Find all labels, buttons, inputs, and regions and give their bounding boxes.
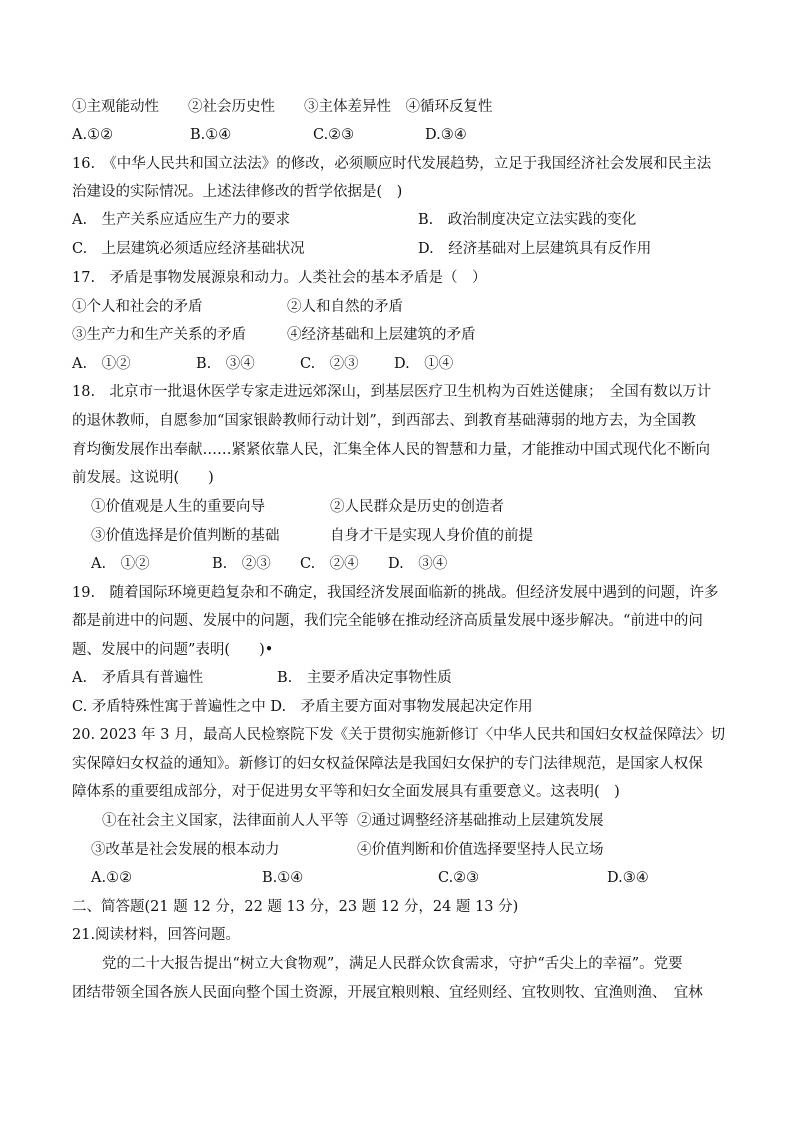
q15-option-d: D.③④ (425, 127, 467, 143)
q15-items: ①主观能动性 ②社会历史性 ③主体差异性 ④循环反复性 (72, 99, 493, 115)
q18-item-1: ①价值观是人生的重要向导 (91, 499, 265, 515)
q20-option-d: D.③④ (607, 870, 649, 886)
q21-material-line2: 团结带领全国各族人民面向整个国土资源，开展宜粮则粮、宜经则经、宜牧则牧、宜渔则渔、 宜林 (72, 985, 703, 1001)
q16-option-b: B. 政治制度决定立法实践的变化 (418, 212, 637, 228)
q18-stem-line4: 前发展。这说明( ) (72, 470, 214, 486)
q20-option-c: C.②③ (438, 870, 480, 886)
q20-item-4: ④价值判断和价值选择要坚持人民立场 (357, 842, 604, 858)
q20-stem-line1: 20. 2023 年 3 月，最高人民检察院下发《关于贯彻实施新修订〈中华人民共和国妇女权益保障法〉切 (72, 727, 726, 743)
q15-option-c: C.②③ (313, 127, 355, 143)
q18-option-d: D. ③④ (388, 556, 448, 572)
q19-option-a: A. 矛盾具有普遍性 (72, 670, 204, 686)
q17-option-c: C. ②③ (300, 356, 359, 372)
q21-material-line1: 党的二十大报告提出“树立大食物观”，满足人民群众饮食需求，守护“舌尖上的幸福”。党要 (102, 956, 683, 972)
q15-option-b: B.①④ (190, 127, 232, 143)
q20-option-b: B.①④ (262, 870, 304, 886)
q20-item-3: ③改革是社会发展的根本动力 (91, 842, 280, 858)
q17-item-3: ③生产力和生产关系的矛盾 (72, 327, 246, 343)
q20-stem-line3: 障体系的重要组成部分，对于促进男女平等和妇女全面发展具有重要意义。这表明( ) (72, 784, 620, 800)
q19-option-cd: C. 矛盾特殊性寓于普遍性之中 D. 矛盾主要方面对事物发展起决定作用 (72, 699, 533, 715)
q17-item-4: ④经济基础和上层建筑的矛盾 (287, 327, 476, 343)
q18-stem-line3: 育均衡发展作出奉献……紧紧依靠人民，汇集全体人民的智慧和力量，才能推动中国式现代化不断向 (72, 442, 710, 458)
q20-item-1: ①在社会主义国家，法律面前人人平等 (102, 813, 349, 829)
q18-item-2: ②人民群众是历史的创造者 (330, 499, 504, 515)
q19-option-b: B. 主要矛盾决定事物性质 (277, 670, 452, 686)
q16-option-a: A. 生产关系应适应生产力的要求 (72, 212, 291, 228)
q19-stem-line1: 19. 随着国际环境更趋复杂和不确定，我国经济发展面临新的挑战。但经济发展中遇到的问题，许多 (72, 585, 719, 601)
q20-option-a: A.①② (91, 870, 133, 886)
q18-option-c: C. ②④ (300, 556, 359, 572)
section-heading: 二、简答题(21 题 12 分，22 题 13 分，23 题 12 分，24 题 13 分) (72, 899, 519, 915)
q16-option-d: D. 经济基础对上层建筑具有反作用 (418, 241, 652, 257)
q17-option-d: D. ①④ (394, 356, 454, 372)
q18-option-a: A. ①② (91, 556, 150, 572)
q21-stem: 21.阅读材料，回答问题。 (72, 927, 241, 943)
q17-stem: 17. 矛盾是事物发展源泉和动力。人类社会的基本矛盾是（ ） (72, 270, 487, 286)
q18-item-3: ③价值选择是价值判断的基础 (91, 528, 280, 544)
q20-item-2: ②通过调整经济基础推动上层建筑发展 (357, 813, 604, 829)
q20-stem-line2: 实保障妇女权益的通知》。新修订的妇女权益保障法是我国妇女保护的专门法律规范，是国家人权保 (72, 756, 703, 772)
q17-option-b: B. ③④ (196, 356, 255, 372)
q17-option-a: A. ①② (72, 356, 131, 372)
q18-stem-line2: 的退休教师，自愿参加“国家银龄教师行动计划”，到西部去、到教育基础薄弱的地方去，为全国教 (72, 413, 696, 429)
q19-stem-line2: 都是前进中的问题、发展中的问题，我们完全能够在推动经济高质量发展中逐步解决。“前进中的问 (72, 613, 703, 629)
q19-stem-line3: 题、发展中的问题”表明( )• (72, 642, 274, 658)
q15-option-a: A.①② (72, 127, 114, 143)
q17-item-1: ①个人和社会的矛盾 (72, 299, 203, 315)
q16-stem-line1: 16. 《中华人民共和国立法法》的修改，必须顺应时代发展趋势，立足于我国经济社会发展和民主法 (72, 156, 712, 172)
q16-option-c: C. 上层建筑必须适应经济基础状况 (72, 241, 305, 257)
q18-item-4: 自身才干是实现人身价值的前提 (330, 528, 533, 544)
q16-stem-line2: 治建设的实际情况。上述法律修改的哲学依据是( ) (72, 184, 403, 200)
q18-stem-line1: 18. 北京市一批退休医学专家走进远郊深山，到基层医疗卫生机构为百姓送健康； 全国有数以万计 (72, 384, 712, 400)
q17-item-2: ②人和自然的矛盾 (287, 299, 403, 315)
q18-option-b: B. ②③ (212, 556, 271, 572)
